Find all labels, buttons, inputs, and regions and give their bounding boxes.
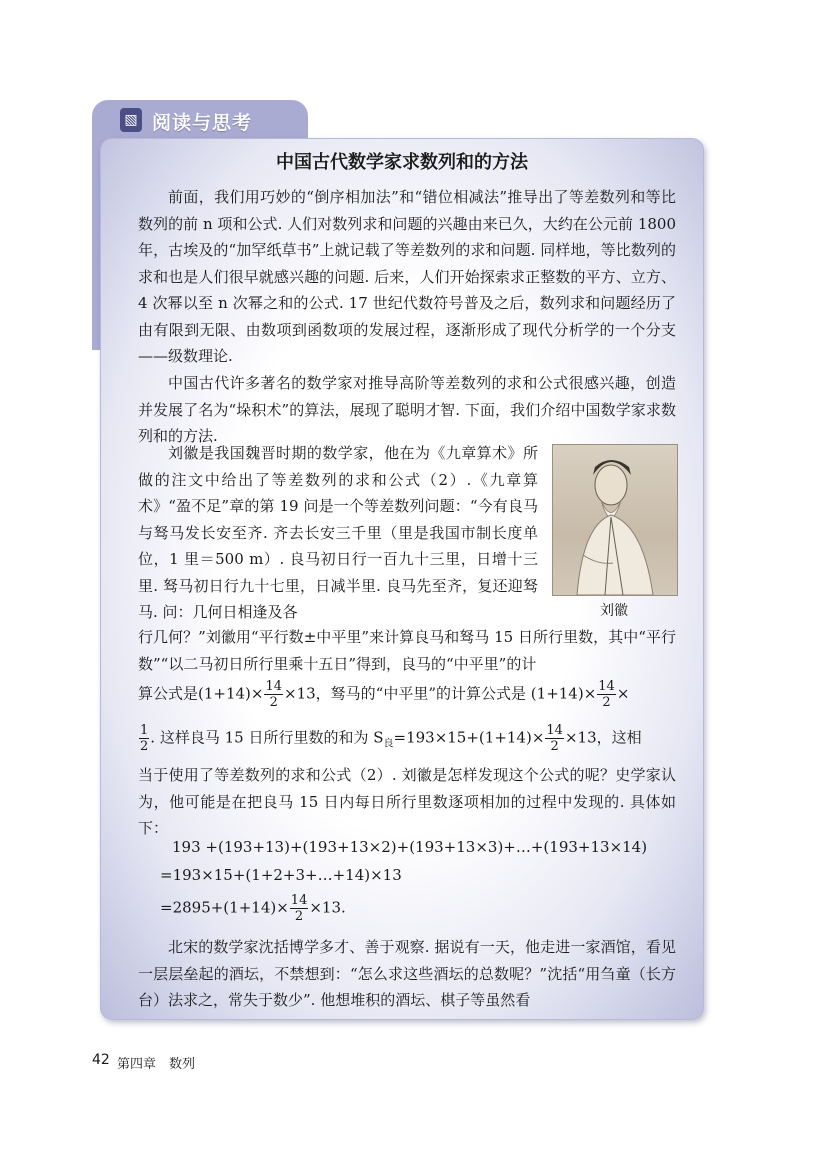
paragraph-3a: 刘徽是我国魏晋时期的数学家，他在为《九章算术》所做的注文中给出了等差数列的求和公式（2）.《九章算术》“盈不足”章的第 19 问是一个等差数列问题：“今有良马与驽马发长安至齐. 齐去长安三千里（里是我国市制长度单位，1 里＝500 m）. 良马初日行一百九十三里，日增十三里. 驽马初日行九十七里，日减半里. 良马先至齐，复还迎驽马. 问：几何日相逢及各: [138, 444, 538, 621]
page-number: 42: [92, 1052, 110, 1068]
eq2-text: . 这样良马 15 日所行里数的和为 S: [150, 728, 384, 747]
equation-line-1: [138, 680, 629, 709]
calc3-pre: =2895+(1+14)×: [160, 898, 289, 917]
eq2-sub: 良: [383, 738, 394, 750]
paragraph-3b: 行几何？”刘徽用“平行数±中平里”来计算良马和驽马 15 日所行里数，其中“平行数”“以二马初日所行里乘十五日”得到，良马的“中平里”的计: [138, 628, 676, 673]
fraction-14-over-2-d: $\frac{14}{2}$: [290, 893, 308, 924]
section-title: 阅读与思考: [152, 112, 253, 134]
eq2-text2: =193×15+(1+14)×: [393, 728, 545, 747]
fraction-14-over-2-c: $\frac{14}{2}$: [546, 723, 563, 754]
eq1-post: ×: [616, 684, 630, 703]
calc-line-1: 193 +(193+13)+(193+13×2)+(193+13×3)+…+(193+13×14): [172, 838, 648, 856]
paragraph-1: 前面，我们用巧妙的“倒序相加法”和“错位相减法”推导出了等差数列和等比数列的前 n 项和公式. 人们对数列求和问题的兴趣由来已久，大约在公元前 1800 年，古埃及的“加罕纸草书”上就记载了等差数列的求和问题. 同样地，等比数列的求和也是人们很早就感兴趣的问题. 后来，人们开始探索求正整数的平方、立方、4 次幂以至 n 次幂之和的公式. 17 世纪代数符号普及之后，数列求和问题经历了由有限到无限、由数项到函数项的发展过程，逐渐形成了现代分析学的一个分支——级数理论.: [138, 188, 676, 365]
book-icon: ▧: [120, 108, 142, 132]
paragraph-4: 北宋的数学家沈括博学多才、善于观察. 据说有一天，他走进一家酒馆，看见一层层垒起的酒坛，不禁想到：“怎么求这些酒坛的总数呢？”沈括“用刍童（长方台）法求之，常失于数少”. 他想堆积的酒坛、棋子等虽然看: [138, 938, 676, 1009]
paragraph-2: 中国古代许多著名的数学家对推导高阶等差数列的求和公式很感兴趣，创造并发展了名为“垛积术”的算法，展现了聪明才智. 下面，我们介绍中国数学家求数列和的方法.: [138, 374, 676, 445]
eq2-end: ×13，这相: [564, 728, 642, 747]
liu-hui-portrait: [552, 444, 678, 596]
chapter-label: 第四章 数列: [117, 1057, 196, 1072]
eq1-pre: 算公式是(1+14)×: [138, 684, 264, 703]
calc-line-3: [160, 894, 346, 923]
portrait-image: [553, 445, 677, 595]
calc3-post: ×13.: [309, 898, 346, 917]
fraction-14-over-2: $\frac{14}{2}$: [265, 679, 283, 710]
eq1-mid: ×13，驽马的“中平里”的计算公式是 (1+14)×: [284, 684, 597, 703]
calc-line-2: =193×15+(1+2+3+…+14)×13: [160, 866, 402, 884]
paragraph-3c: 当于使用了等差数列的求和公式（2）. 刘徽是怎样发现这个公式的呢？史学家认为，他可能是在把良马 15 日内每日所行里数逐项相加的过程中发现的. 具体如下：: [138, 766, 676, 837]
fraction-14-over-2-b: $\frac{14}{2}$: [598, 679, 615, 710]
portrait-caption: 刘徽: [600, 603, 628, 619]
article-title: 中国古代数学家求数列和的方法: [276, 152, 528, 173]
fraction-1-over-2: $\frac{1}{2}$: [140, 723, 149, 754]
equation-line-2: [138, 724, 642, 753]
